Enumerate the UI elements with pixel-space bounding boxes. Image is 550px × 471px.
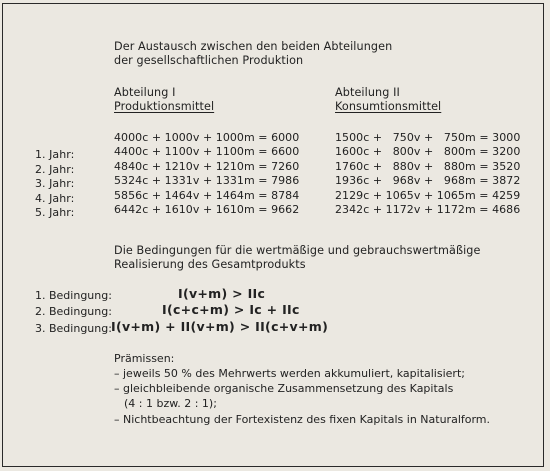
year-label: 2. Jahr: xyxy=(35,163,75,176)
page-frame xyxy=(2,3,544,467)
year-label: 1. Jahr: xyxy=(35,148,75,161)
dept2-row: 2129c + 1065v + 1065m = 4259 xyxy=(335,189,521,202)
dept2-subheader: Konsumtionsmittel xyxy=(335,100,442,113)
dept1-subheader: Produktionsmittel xyxy=(114,100,215,113)
year-label: 3. Jahr: xyxy=(35,177,75,190)
premise-item: – gleichbleibende organische Zusammensetzung des Kapitals xyxy=(114,382,454,395)
dept1-row: 5324c + 1331v + 1331m = 7986 xyxy=(114,174,300,187)
dept1-row: 4400c + 1100v + 1100m = 6600 xyxy=(114,145,300,158)
dept1-row: 4840c + 1210v + 1210m = 7260 xyxy=(114,160,300,173)
condition-label: 3. Bedingung: xyxy=(35,322,112,335)
dept2-header: Abteilung II xyxy=(335,86,400,99)
condition-label: 1. Bedingung: xyxy=(35,289,112,302)
condition-formula: I(v+m) + II(v+m) > II(c+v+m) xyxy=(111,319,329,334)
dept1-row: 4000c + 1000v + 1000m = 6000 xyxy=(114,131,300,144)
premise-item: – jeweils 50 % des Mehrwerts werden akkumuliert, kapitalisiert; xyxy=(114,367,465,380)
year-label: 4. Jahr: xyxy=(35,192,75,205)
premises-heading: Prämissen: xyxy=(114,352,175,365)
dept2-row: 1600c + 800v + 800m = 3200 xyxy=(335,145,521,158)
conditions-intro-line-1: Die Bedingungen für die wertmäßige und gebrauchswertmäßige xyxy=(114,244,481,257)
dept1-row: 6442c + 1610v + 1610m = 9662 xyxy=(114,203,300,216)
dept2-row: 1500c + 750v + 750m = 3000 xyxy=(335,131,521,144)
title-line-2: der gesellschaftlichen Produktion xyxy=(114,54,304,67)
premise-item: – Nichtbeachtung der Fortexistenz des fixen Kapitals in Naturalform. xyxy=(114,413,491,426)
title-line-1: Der Austausch zwischen den beiden Abteilungen xyxy=(114,40,393,53)
dept2-row: 1936c + 968v + 968m = 3872 xyxy=(335,174,521,187)
condition-formula: I(v+m) > IIc xyxy=(178,286,266,301)
dept2-row: 1760c + 880v + 880m = 3520 xyxy=(335,160,521,173)
dept2-row: 2342c + 1172v + 1172m = 4686 xyxy=(335,203,521,216)
dept1-row: 5856c + 1464v + 1464m = 8784 xyxy=(114,189,300,202)
premise-item-continuation: (4 : 1 bzw. 2 : 1); xyxy=(124,397,217,410)
dept1-header: Abteilung I xyxy=(114,86,176,99)
year-label: 5. Jahr: xyxy=(35,206,75,219)
condition-label: 2. Bedingung: xyxy=(35,305,112,318)
conditions-intro-line-2: Realisierung des Gesamtprodukts xyxy=(114,258,306,271)
condition-formula: I(c+c+m) > Ic + IIc xyxy=(162,302,300,317)
